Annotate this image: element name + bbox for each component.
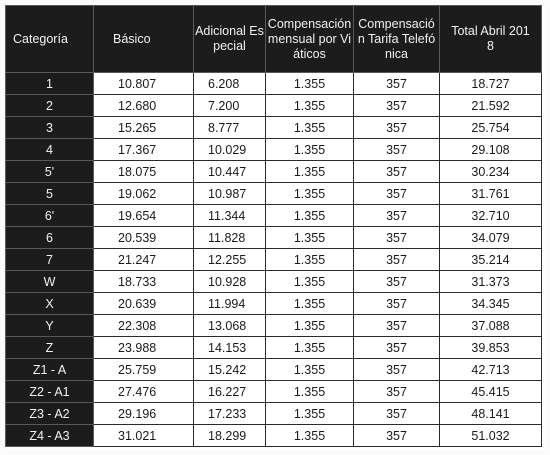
cell-categoria: 7 xyxy=(6,249,94,271)
cell-compensacion-viaticos: 1.355 xyxy=(266,139,354,161)
cell-compensacion-telefonica: 357 xyxy=(354,227,440,249)
cell-adicional-especial: 8.777 xyxy=(194,117,266,139)
cell-compensacion-viaticos: 1.355 xyxy=(266,95,354,117)
cell-basico: 22.308 xyxy=(94,315,194,337)
header-label: Básico xyxy=(113,31,151,46)
cell-categoria: Z3 - A2 xyxy=(6,403,94,425)
cell-compensacion-telefonica: 357 xyxy=(354,425,440,447)
cell-compensacion-telefonica: 357 xyxy=(354,249,440,271)
table-row xyxy=(6,117,542,139)
table-row xyxy=(6,227,542,249)
header-label: Compensación mensual por Viáticos xyxy=(267,16,352,61)
cell-compensacion-viaticos: 1.355 xyxy=(266,293,354,315)
table-row xyxy=(6,337,542,359)
cell-total-abril: 31.373 xyxy=(440,271,542,293)
cell-categoria: 1 xyxy=(6,73,94,95)
table-row xyxy=(6,381,542,403)
table-row xyxy=(6,73,542,95)
cell-total-abril: 42.713 xyxy=(440,359,542,381)
table-row xyxy=(6,315,542,337)
cell-adicional-especial: 14.153 xyxy=(194,337,266,359)
table-row xyxy=(6,95,542,117)
header-total-abril xyxy=(440,6,542,73)
cell-adicional-especial: 11.828 xyxy=(194,227,266,249)
cell-adicional-especial: 15.242 xyxy=(194,359,266,381)
cell-compensacion-viaticos: 1.355 xyxy=(266,161,354,183)
cell-total-abril: 35.214 xyxy=(440,249,542,271)
cell-compensacion-viaticos: 1.355 xyxy=(266,403,354,425)
cell-total-abril: 32.710 xyxy=(440,205,542,227)
cell-compensacion-viaticos: 1.355 xyxy=(266,381,354,403)
cell-categoria: 5 xyxy=(6,183,94,205)
table-row xyxy=(6,161,542,183)
cell-compensacion-telefonica: 357 xyxy=(354,337,440,359)
header-label: Categoría xyxy=(13,31,68,46)
cell-compensacion-telefonica: 357 xyxy=(354,117,440,139)
cell-basico: 19.062 xyxy=(94,183,194,205)
cell-basico: 21.247 xyxy=(94,249,194,271)
cell-compensacion-telefonica: 357 xyxy=(354,183,440,205)
cell-basico: 20.639 xyxy=(94,293,194,315)
cell-compensacion-telefonica: 357 xyxy=(354,381,440,403)
header-compensacion-telefonica xyxy=(354,6,440,73)
header-categoria xyxy=(6,6,94,73)
cell-compensacion-viaticos: 1.355 xyxy=(266,183,354,205)
header-basico xyxy=(94,6,194,73)
table-row xyxy=(6,205,542,227)
cell-compensacion-telefonica: 357 xyxy=(354,359,440,381)
cell-adicional-especial: 11.994 xyxy=(194,293,266,315)
cell-basico: 10.807 xyxy=(94,73,194,95)
cell-categoria: Z4 - A3 xyxy=(6,425,94,447)
cell-adicional-especial: 18.299 xyxy=(194,425,266,447)
cell-adicional-especial: 13.068 xyxy=(194,315,266,337)
table-row xyxy=(6,183,542,205)
cell-basico: 27.476 xyxy=(94,381,194,403)
table-row xyxy=(6,359,542,381)
table-body xyxy=(6,73,542,447)
cell-categoria: 3 xyxy=(6,117,94,139)
cell-adicional-especial: 10.987 xyxy=(194,183,266,205)
cell-adicional-especial: 11.344 xyxy=(194,205,266,227)
cell-compensacion-viaticos: 1.355 xyxy=(266,359,354,381)
cell-basico: 25.759 xyxy=(94,359,194,381)
table-row xyxy=(6,293,542,315)
table-row xyxy=(6,425,542,447)
cell-total-abril: 48.141 xyxy=(440,403,542,425)
cell-categoria: Z xyxy=(6,337,94,359)
cell-adicional-especial: 12.255 xyxy=(194,249,266,271)
cell-compensacion-viaticos: 1.355 xyxy=(266,425,354,447)
header-label: Total Abril 2018 xyxy=(451,24,530,53)
cell-categoria: 6' xyxy=(6,205,94,227)
cell-basico: 19.654 xyxy=(94,205,194,227)
cell-total-abril: 30.234 xyxy=(440,161,542,183)
cell-total-abril: 25.754 xyxy=(440,117,542,139)
cell-compensacion-viaticos: 1.355 xyxy=(266,205,354,227)
cell-compensacion-telefonica: 357 xyxy=(354,161,440,183)
header-adicional-especial xyxy=(194,6,266,73)
cell-categoria: W xyxy=(6,271,94,293)
salary-table xyxy=(5,5,542,447)
cell-adicional-especial: 6.208 xyxy=(194,73,266,95)
table-row xyxy=(6,139,542,161)
cell-total-abril: 21.592 xyxy=(440,95,542,117)
cell-compensacion-viaticos: 1.355 xyxy=(266,315,354,337)
cell-compensacion-telefonica: 357 xyxy=(354,293,440,315)
cell-adicional-especial: 16.227 xyxy=(194,381,266,403)
cell-adicional-especial: 10.029 xyxy=(194,139,266,161)
header-row xyxy=(6,6,542,73)
cell-compensacion-telefonica: 357 xyxy=(354,403,440,425)
cell-adicional-especial: 10.447 xyxy=(194,161,266,183)
table-row xyxy=(6,271,542,293)
cell-basico: 20.539 xyxy=(94,227,194,249)
header-label: Compensación Tarifa Telefónica xyxy=(357,16,436,61)
cell-categoria: Z1 - A xyxy=(6,359,94,381)
cell-compensacion-viaticos: 1.355 xyxy=(266,271,354,293)
cell-compensacion-telefonica: 357 xyxy=(354,315,440,337)
cell-total-abril: 37.088 xyxy=(440,315,542,337)
table-row xyxy=(6,403,542,425)
cell-categoria: X xyxy=(6,293,94,315)
cell-total-abril: 45.415 xyxy=(440,381,542,403)
cell-compensacion-telefonica: 357 xyxy=(354,95,440,117)
salary-table-sheet xyxy=(5,5,545,450)
cell-basico: 12.680 xyxy=(94,95,194,117)
cell-compensacion-viaticos: 1.355 xyxy=(266,249,354,271)
cell-categoria: 4 xyxy=(6,139,94,161)
cell-compensacion-viaticos: 1.355 xyxy=(266,117,354,139)
cell-compensacion-viaticos: 1.355 xyxy=(266,227,354,249)
cell-categoria: 5' xyxy=(6,161,94,183)
cell-total-abril: 51.032 xyxy=(440,425,542,447)
cell-categoria: 6 xyxy=(6,227,94,249)
cell-categoria: Z2 - A1 xyxy=(6,381,94,403)
cell-compensacion-telefonica: 357 xyxy=(354,73,440,95)
cell-basico: 15.265 xyxy=(94,117,194,139)
header-label: Adicional Especial xyxy=(195,24,264,53)
cell-basico: 17.367 xyxy=(94,139,194,161)
cell-categoria: 2 xyxy=(6,95,94,117)
cell-adicional-especial: 7.200 xyxy=(194,95,266,117)
cell-adicional-especial: 17.233 xyxy=(194,403,266,425)
cell-compensacion-viaticos: 1.355 xyxy=(266,337,354,359)
cell-basico: 18.075 xyxy=(94,161,194,183)
cell-basico: 29.196 xyxy=(94,403,194,425)
cell-adicional-especial: 10.928 xyxy=(194,271,266,293)
cell-compensacion-telefonica: 357 xyxy=(354,271,440,293)
cell-total-abril: 39.853 xyxy=(440,337,542,359)
cell-compensacion-telefonica: 357 xyxy=(354,205,440,227)
cell-basico: 23.988 xyxy=(94,337,194,359)
cell-basico: 18.733 xyxy=(94,271,194,293)
cell-compensacion-viaticos: 1.355 xyxy=(266,73,354,95)
table-row xyxy=(6,249,542,271)
cell-compensacion-telefonica: 357 xyxy=(354,139,440,161)
cell-total-abril: 34.079 xyxy=(440,227,542,249)
cell-total-abril: 18.727 xyxy=(440,73,542,95)
cell-total-abril: 31.761 xyxy=(440,183,542,205)
cell-total-abril: 29.108 xyxy=(440,139,542,161)
table-header xyxy=(6,6,542,73)
cell-basico: 31.021 xyxy=(94,425,194,447)
cell-total-abril: 34.345 xyxy=(440,293,542,315)
header-compensacion-viaticos xyxy=(266,6,354,73)
cell-categoria: Y xyxy=(6,315,94,337)
